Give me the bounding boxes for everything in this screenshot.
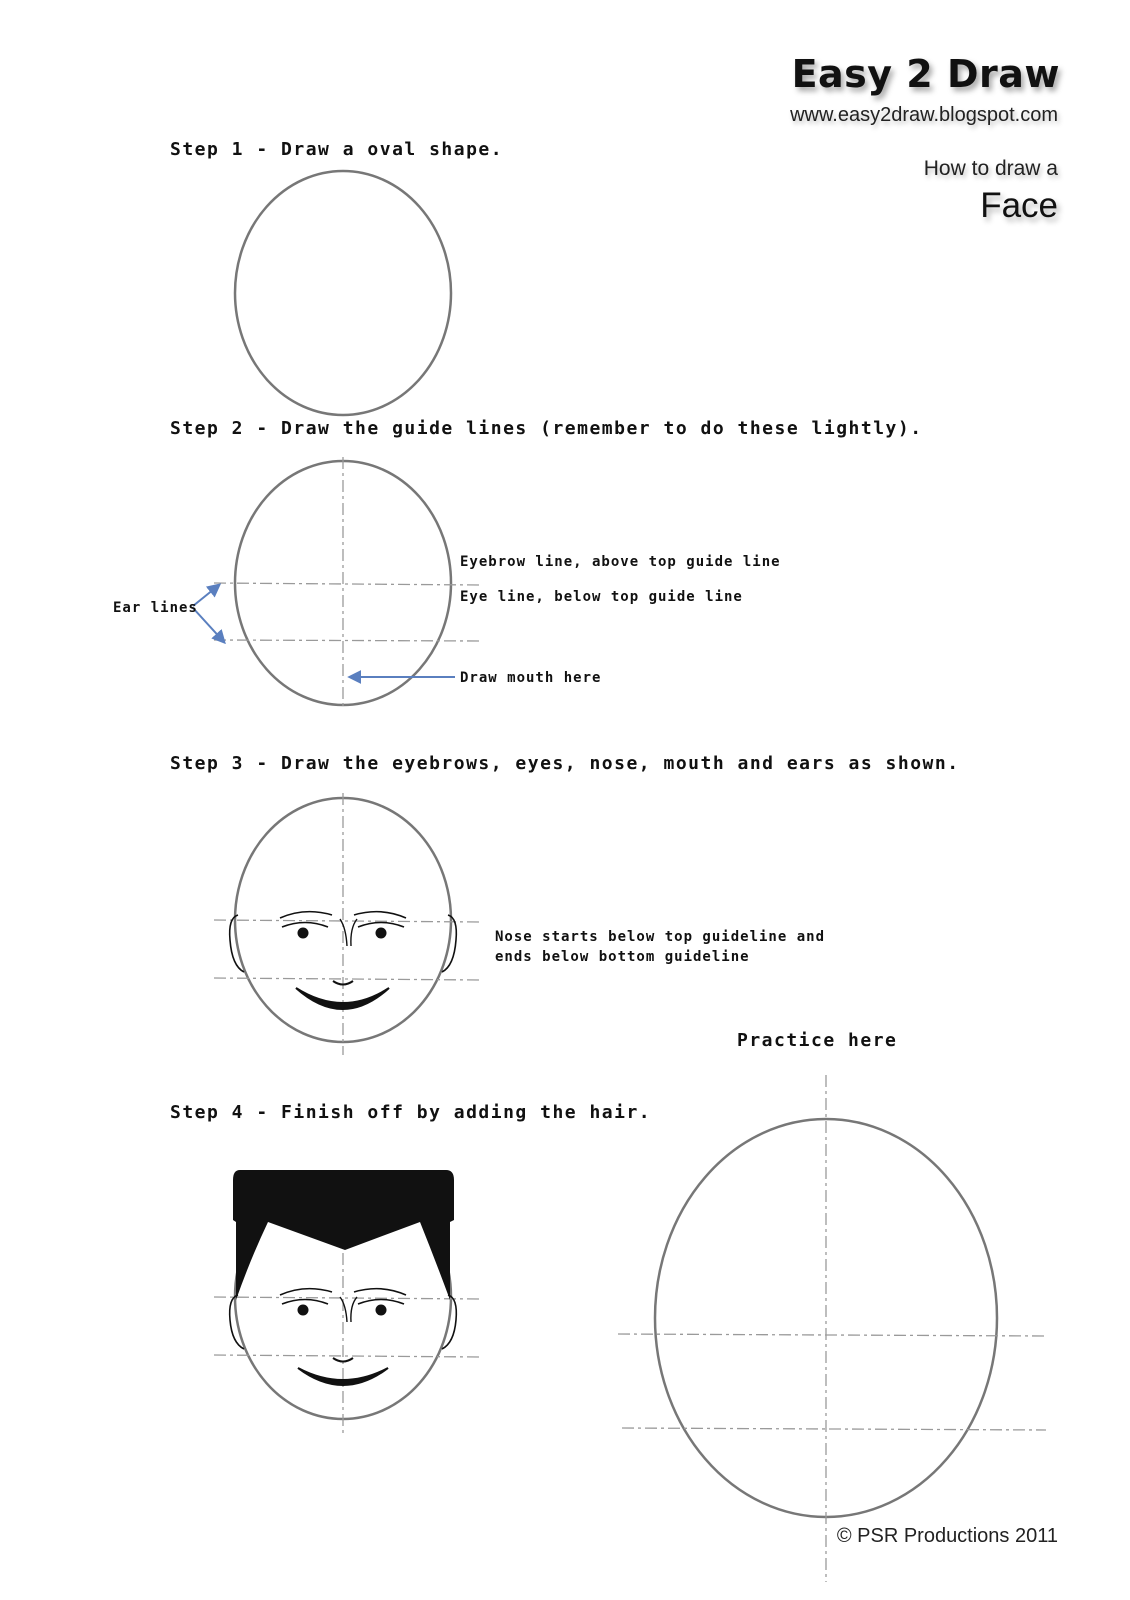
step4-hair-figure — [214, 1170, 482, 1435]
left-eyebrow-icon — [280, 912, 332, 918]
step1-oval-figure — [235, 171, 451, 415]
step1-heading: Step 1 - Draw a oval shape. — [170, 139, 504, 160]
step3-heading: Step 3 - Draw the eyebrows, eyes, nose, mouth and ears as shown. — [170, 753, 960, 774]
step2-guides-figure — [193, 457, 482, 706]
eyebrow-line-note: Eyebrow line, above top guide line — [460, 554, 781, 570]
brand-title: Easy 2 Draw — [791, 52, 1060, 96]
right-eyebrow-icon — [354, 912, 406, 918]
mouth-icon — [296, 988, 389, 1009]
step2-heading: Step 2 - Draw the guide lines (remember to do these lightly). — [170, 418, 923, 439]
page-subtitle: How to draw a — [923, 157, 1058, 180]
nose-right-icon — [351, 919, 357, 946]
practice-figure — [618, 1075, 1046, 1582]
step4-heading: Step 4 - Finish off by adding the hair. — [170, 1102, 652, 1123]
brand-url: www.easy2draw.blogspot.com — [790, 104, 1058, 126]
nose-note-line2: ends below bottom guideline — [495, 949, 750, 965]
practice-label: Practice here — [737, 1030, 898, 1051]
copyright: © PSR Productions 2011 — [836, 1525, 1058, 1547]
left-eye-icon — [298, 928, 309, 939]
step3-features-figure — [214, 793, 482, 1055]
mouth-note: Draw mouth here — [460, 670, 602, 686]
page-title: Face — [980, 186, 1058, 225]
right-eye-icon — [376, 928, 387, 939]
ear-lines-note: Ear lines — [113, 600, 198, 616]
nose-note-line1: Nose starts below top guideline and — [495, 929, 826, 945]
eye-line-note: Eye line, below top guide line — [460, 589, 743, 605]
